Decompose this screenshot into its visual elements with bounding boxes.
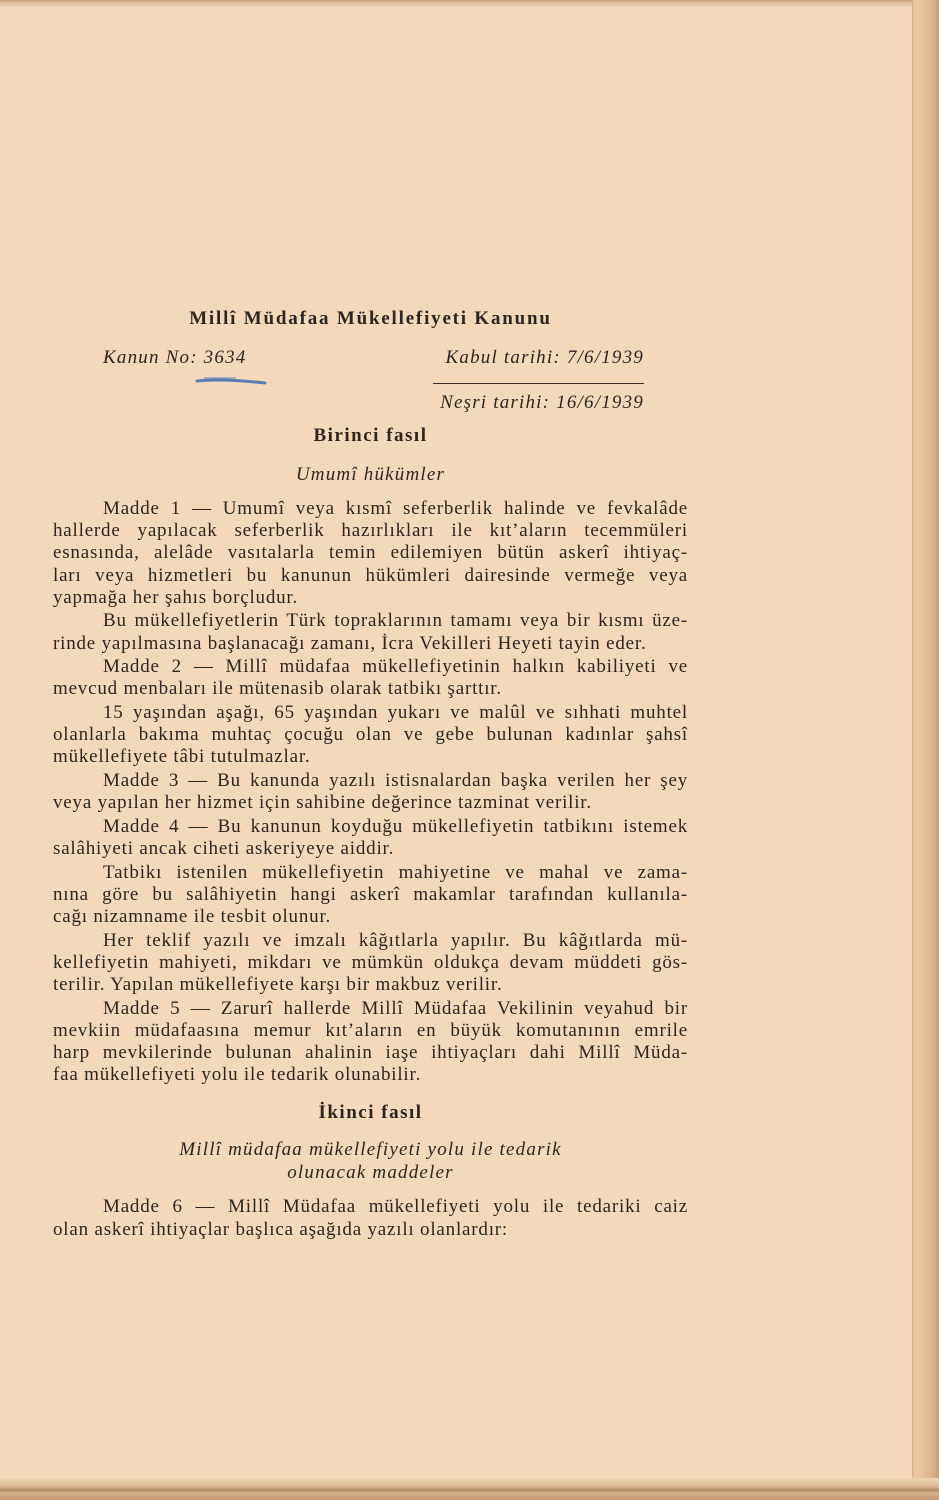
paragraph-line: 15 yaşından aşağı, 65 yaşından yukarı ve malûl ve sıhhati muhtel <box>103 702 688 723</box>
paragraph <box>53 610 688 654</box>
paragraph <box>53 498 688 609</box>
subheading-line: Millî müdafaa mükellefiyeti yolu ile tedarik <box>179 1139 562 1160</box>
law-number: Kanun No: 3634 <box>103 347 247 368</box>
chapter-2-body <box>53 1195 688 1241</box>
paragraph-line: yapmağa her şahıs borçludur. <box>53 586 299 608</box>
paragraph-line: salâhiyeti ancak ciheti askeriyeye aiddir. <box>53 838 395 859</box>
paragraph <box>53 656 688 700</box>
paragraph <box>53 702 688 769</box>
paragraph-line: mevkiin müdafaasına memur kıt’aların en büyük komutanının emrile <box>53 1019 688 1041</box>
paragraph-line: mükellefiyete tâbi tutulmazlar. <box>53 746 311 768</box>
page-edge-right <box>912 0 939 1500</box>
paragraph <box>53 770 688 814</box>
page-edge-top <box>0 0 939 7</box>
paragraph-line: kellefiyetin mahiyeti, mikdarı ve mümkün oldukça devam müddeti gös- <box>53 951 688 973</box>
subheading-line: olunacak maddeler <box>287 1162 454 1183</box>
paragraph-line: Madde 3 — Bu kanunda yazılı istisnalardan başka verilen her şey <box>103 770 688 791</box>
blue-pen-mark <box>194 372 268 388</box>
paragraph-line: Madde 1 — Umumî veya kısmî seferberlik halinde ve fevkalâde <box>103 498 688 519</box>
paragraph-line: terilir. Yapılan mükellefiyete karşı bir makbuz verilir. <box>53 974 503 995</box>
chapter-1-heading: Birinci fasıl <box>313 425 428 446</box>
paragraph-line: olan askerî ihtiyaçlar başlıca aşağıda yazılı olanlardır: <box>53 1219 508 1240</box>
paragraph <box>53 998 688 1087</box>
paragraph-line: veya yapılan her hizmet için sahibine değerince tazminat verilir. <box>53 792 592 814</box>
paragraph-line: olanlarla bakıma muhtaç çocuğu olan ve gebe bulunan kadınlar şahsî <box>53 724 688 746</box>
page-edge-bottom <box>0 1478 939 1500</box>
paragraph-line: mevcud menbaları ile mütenasib olarak tatbikı şarttır. <box>53 678 502 700</box>
paragraph <box>53 816 688 860</box>
publication-date: Neşri tarihi: 16/6/1939 <box>440 392 644 413</box>
paragraph-line: Madde 4 — Bu kanunun koyduğu mükellefiyetin tatbikını istemek <box>103 815 688 837</box>
paragraph-line: cağı nizamname ile tesbit olunur. <box>53 906 332 927</box>
chapter-2-heading: İkinci fasıl <box>318 1102 423 1123</box>
paragraph-line: Madde 2 — Millî müdafaa mükellefiyetinin halkın kabiliyeti ve <box>103 656 688 678</box>
paragraph-line: faa mükellefiyeti yolu ile tedarik olunabilir. <box>53 1064 422 1086</box>
paragraph-line: harp mevkilerinde bulunan ahalinin iaşe ihtiyaçları dahi Millî Müda- <box>53 1042 688 1063</box>
chapter-1-subheading <box>53 463 688 486</box>
paragraph <box>53 1195 688 1241</box>
paragraph-line: Tatbikı istenilen mükellefiyetin mahiyetine ve mahal ve zama- <box>103 861 688 883</box>
subheading-line: Umumî hükümler <box>295 464 446 485</box>
law-title: Millî Müdafaa Mükellefiyeti Kanunu <box>189 308 552 329</box>
paragraph-line: Madde 5 — Zarurî hallerde Millî Müdafaa Vekilinin veyahud bir <box>103 997 688 1019</box>
chapter-1-body <box>53 498 688 1086</box>
paragraph-line: esnasında, alelâde vasıtalarla temin edilemiyen bütün askerî ihtiyaç- <box>53 542 688 564</box>
chapter-2-subheading <box>53 1138 688 1184</box>
paragraph-line: nına göre bu salâhiyetin hangi askerî makamlar tarafından kullanıla- <box>53 883 688 905</box>
paragraph-line: rinde yapılmasına başlanacağı zamanı, İcra Vekilleri Heyeti tayin eder. <box>53 632 647 654</box>
paragraph <box>53 862 688 929</box>
paragraph-line: Bu mükellefiyetlerin Türk topraklarının tamamı veya bir kısmı üze- <box>103 610 688 632</box>
paragraph <box>53 930 688 997</box>
paragraph-line: Her teklif yazılı ve imzalı kâğıtlarla yapılır. Bu kâğıtlarda mü- <box>103 929 688 951</box>
paragraph-line: ları veya hizmetleri bu kanunun hükümleri dairesinde vermeğe veya <box>53 564 688 586</box>
date-rule <box>433 383 644 384</box>
paragraph-line: hallerde yapılacak seferberlik hazırlıkları ile kıt’aların tecemmüleri <box>53 520 688 542</box>
paragraph-line: Madde 6 — Millî Müdafaa mükellefiyeti yolu ile tedariki caiz <box>103 1196 688 1217</box>
acceptance-date: Kabul tarihi: 7/6/1939 <box>445 347 644 368</box>
